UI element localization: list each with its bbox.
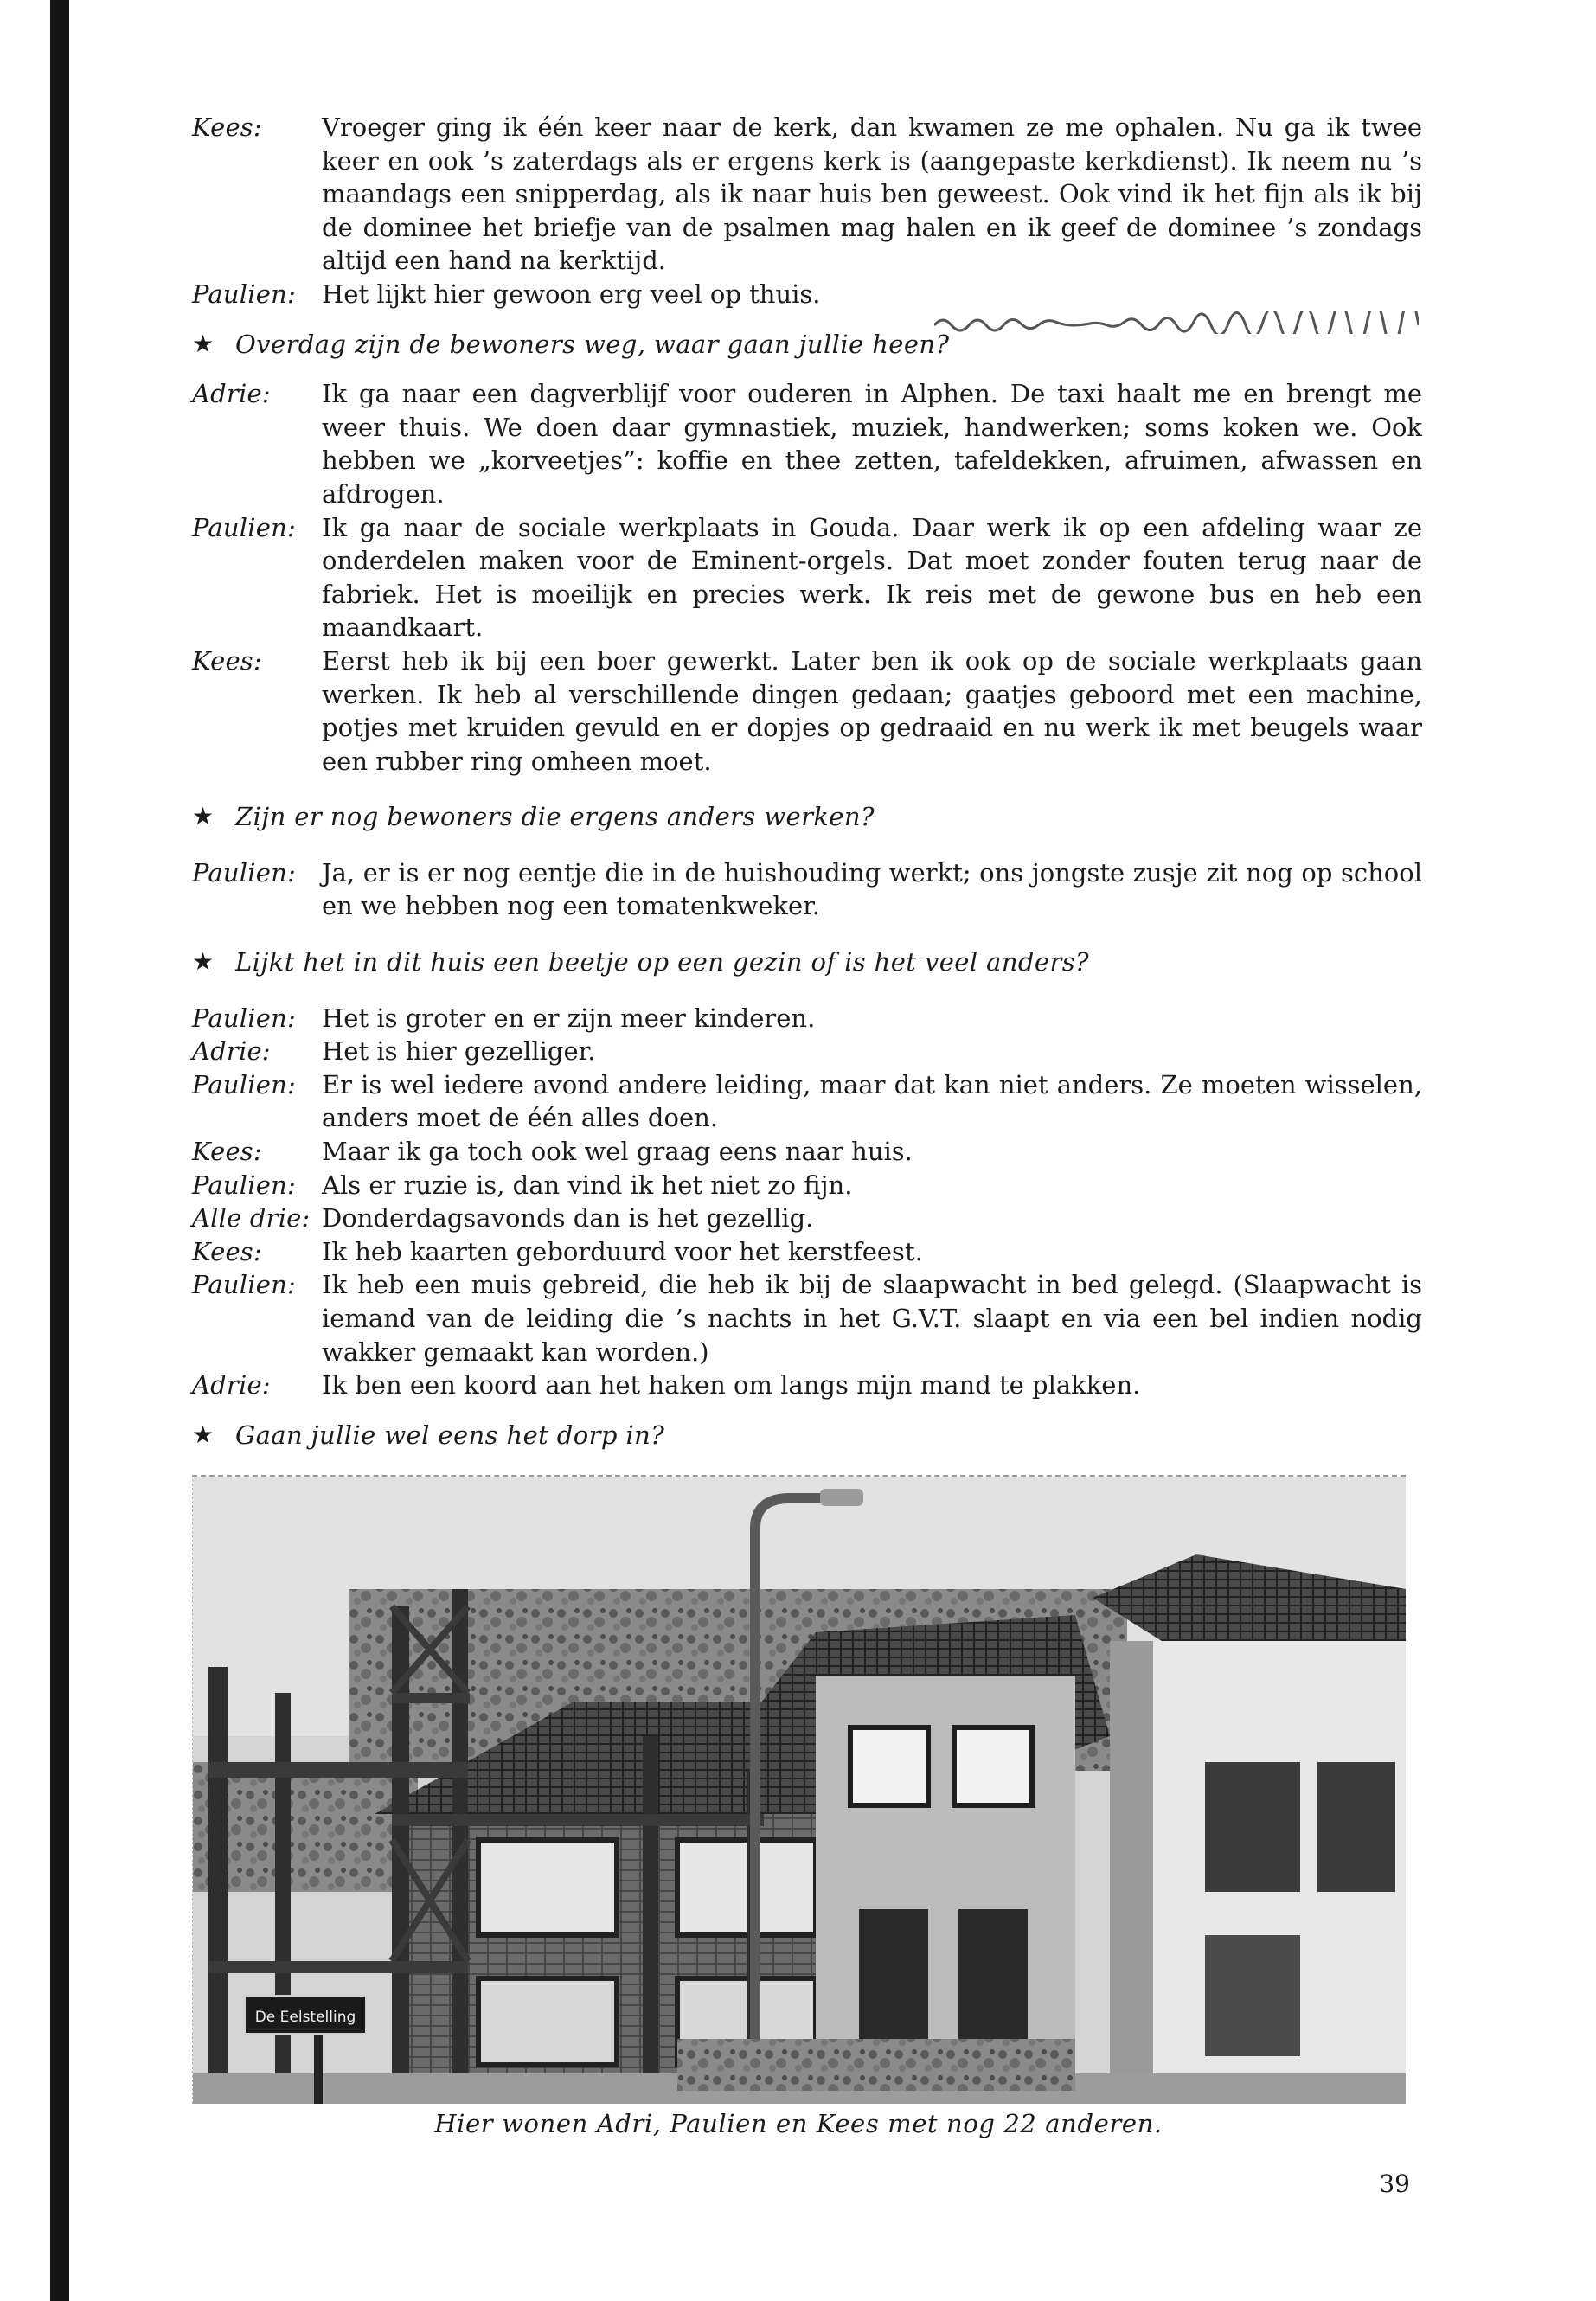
speech-text: Eerst heb ik bij een boer gewerkt. Later ben ik ook op de sociale werkplaats gaan werken. Ik heb al verschillende dingen gedaan; gaatjes geboord met een machine, potjes met kruiden gevuld en er dopjes op gedraaid en nu werk ik met beugels waar een rubber ring omheen moet.	[322, 645, 1422, 776]
speaker-label: Paulien:	[192, 1170, 296, 1200]
dialogue-line	[192, 1169, 1422, 1202]
speech-text: Ik heb een muis gebreid, die heb ik bij de slaapwacht in bed gelegd. (Slaapwacht is iemand van de leiding die ’s nachts in het G.V.T. slaapt en via een bel indien nodig wakker gemaakt kan worden.)	[322, 1270, 1422, 1367]
photo-caption: Hier wonen Adri, Paulien en Kees met nog 22 anderen.	[434, 2109, 1163, 2138]
speaker-label: Alle drie:	[192, 1203, 311, 1234]
pergola-post	[208, 1667, 228, 2099]
dialogue-line	[192, 1035, 1422, 1068]
speaker-label: Paulien:	[192, 1069, 296, 1099]
bushes	[677, 2039, 1075, 2091]
interview-question	[192, 800, 1422, 834]
question-text: Gaan jullie wel eens het dorp in?	[235, 1420, 665, 1450]
question-text: Zijn er nog bewoners die ergens anders werken?	[235, 802, 875, 832]
dialogue-line	[192, 1368, 1422, 1402]
speaker-label: Adrie:	[192, 1036, 271, 1067]
speaker-label: Paulien:	[192, 857, 296, 888]
dialogue-line	[192, 377, 1422, 510]
speech-text: Maar ik ga toch ook wel graag eens naar huis.	[322, 1137, 913, 1167]
dialogue-line	[192, 511, 1422, 644]
speaker-label: Paulien:	[192, 1270, 296, 1300]
speaker-label: Kees:	[192, 1137, 262, 1167]
pergola-post	[643, 1736, 658, 2099]
speech-text: Er is wel iedere avond andere leiding, maar dat kan niet anders. Ze moeten wisselen, anders moet de één alles doen.	[322, 1069, 1422, 1133]
speech-text: Ja, er is er nog eentje die in de huishouding werkt; ons jongste zusje zit nog op school en we hebben nog een tomatenkweker.	[322, 857, 1422, 921]
dialogue-line	[192, 856, 1422, 923]
dialogue-line	[192, 1268, 1422, 1368]
speaker-label: Kees:	[192, 112, 262, 142]
dialogue-line	[192, 1135, 1422, 1169]
dialogue-line	[192, 1235, 1422, 1269]
speech-text: Ik ben een koord aan het haken om langs mijn mand te plakken.	[322, 1370, 1141, 1400]
speaker-label: Kees:	[192, 1236, 262, 1266]
star-icon: ★	[192, 947, 215, 977]
speaker-label: Paulien:	[192, 512, 296, 542]
dialogue-line	[192, 1202, 1422, 1235]
pergola-post	[275, 1693, 291, 2099]
star-icon: ★	[192, 329, 215, 358]
speech-text: Ik ga naar een dagverblijf voor ouderen in Alphen. De taxi haalt me en brengt me weer thuis. We doen daar gymnastiek, muziek, handwerken; soms koken we. Ook hebben we „korveetjes”: koffie en thee zetten, tafeldekken, afruimen, afwassen en afdrogen.	[322, 379, 1422, 509]
speech-text: Als er ruzie is, dan vind ik het niet zo fijn.	[322, 1170, 853, 1200]
page-number: 39	[1379, 2170, 1410, 2198]
speaker-label: Paulien:	[192, 279, 296, 309]
star-icon: ★	[192, 1420, 215, 1449]
building-photo	[192, 1475, 1406, 2104]
speaker-label: Paulien:	[192, 1003, 296, 1033]
speech-text: Donderdagsavonds dan is het gezellig.	[322, 1203, 814, 1234]
speaker-label: Adrie:	[192, 379, 271, 409]
interview-question	[192, 945, 1422, 979]
question-text: Lijkt het in dit huis een beetje op een gezin of is het veel anders?	[235, 947, 1089, 977]
dialogue-line	[192, 111, 1422, 278]
name-sign-text: De Eelstelling	[254, 2009, 356, 2026]
speech-text: Het is groter en er zijn meer kinderen.	[322, 1003, 816, 1033]
page-binding-edge	[50, 0, 69, 2301]
speech-text: Het lijkt hier gewoon erg veel op thuis.	[322, 279, 821, 309]
speech-text: Ik ga naar de sociale werkplaats in Gouda. Daar werk ik op een afdeling waar ze onderdelen maken voor de Eminent-orgels. Dat moet zonder fouten terug naar de fabriek. Het is moeilijk en precies werk. Ik reis met de gewone bus en heb een maandkaart.	[322, 512, 1422, 643]
interview-question	[192, 1419, 1422, 1452]
dialogue-line	[192, 1068, 1422, 1135]
dialogue-line	[192, 278, 1422, 311]
name-sign-post	[314, 2030, 323, 2104]
speech-text: Ik heb kaarten geborduurd voor het kerstfeest.	[322, 1236, 923, 1266]
dialogue-line	[192, 644, 1422, 778]
speaker-label: Adrie:	[192, 1370, 271, 1400]
speaker-label: Kees:	[192, 645, 262, 676]
star-icon: ★	[192, 802, 215, 831]
speech-text: Het is hier gezelliger.	[322, 1036, 596, 1067]
dialogue-line	[192, 1002, 1422, 1035]
speech-text: Vroeger ging ik één keer naar de kerk, dan kwamen ze me ophalen. Nu ga ik twee keer en ook ’s zaterdags als er ergens kerk is (aangepaste kerkdienst). Ik neem nu ’s maandags een snipperdag, als ik naar huis ben geweest. Ook vind ik het fijn als ik bij de dominee het briefje van de psalmen mag halen en ik geef de dominee ’s zondags altijd een hand na kerktijd.	[322, 112, 1422, 276]
scan-artifact-scribble	[934, 311, 1419, 334]
question-text: Overdag zijn de bewoners weg, waar gaan jullie heen?	[235, 329, 950, 359]
